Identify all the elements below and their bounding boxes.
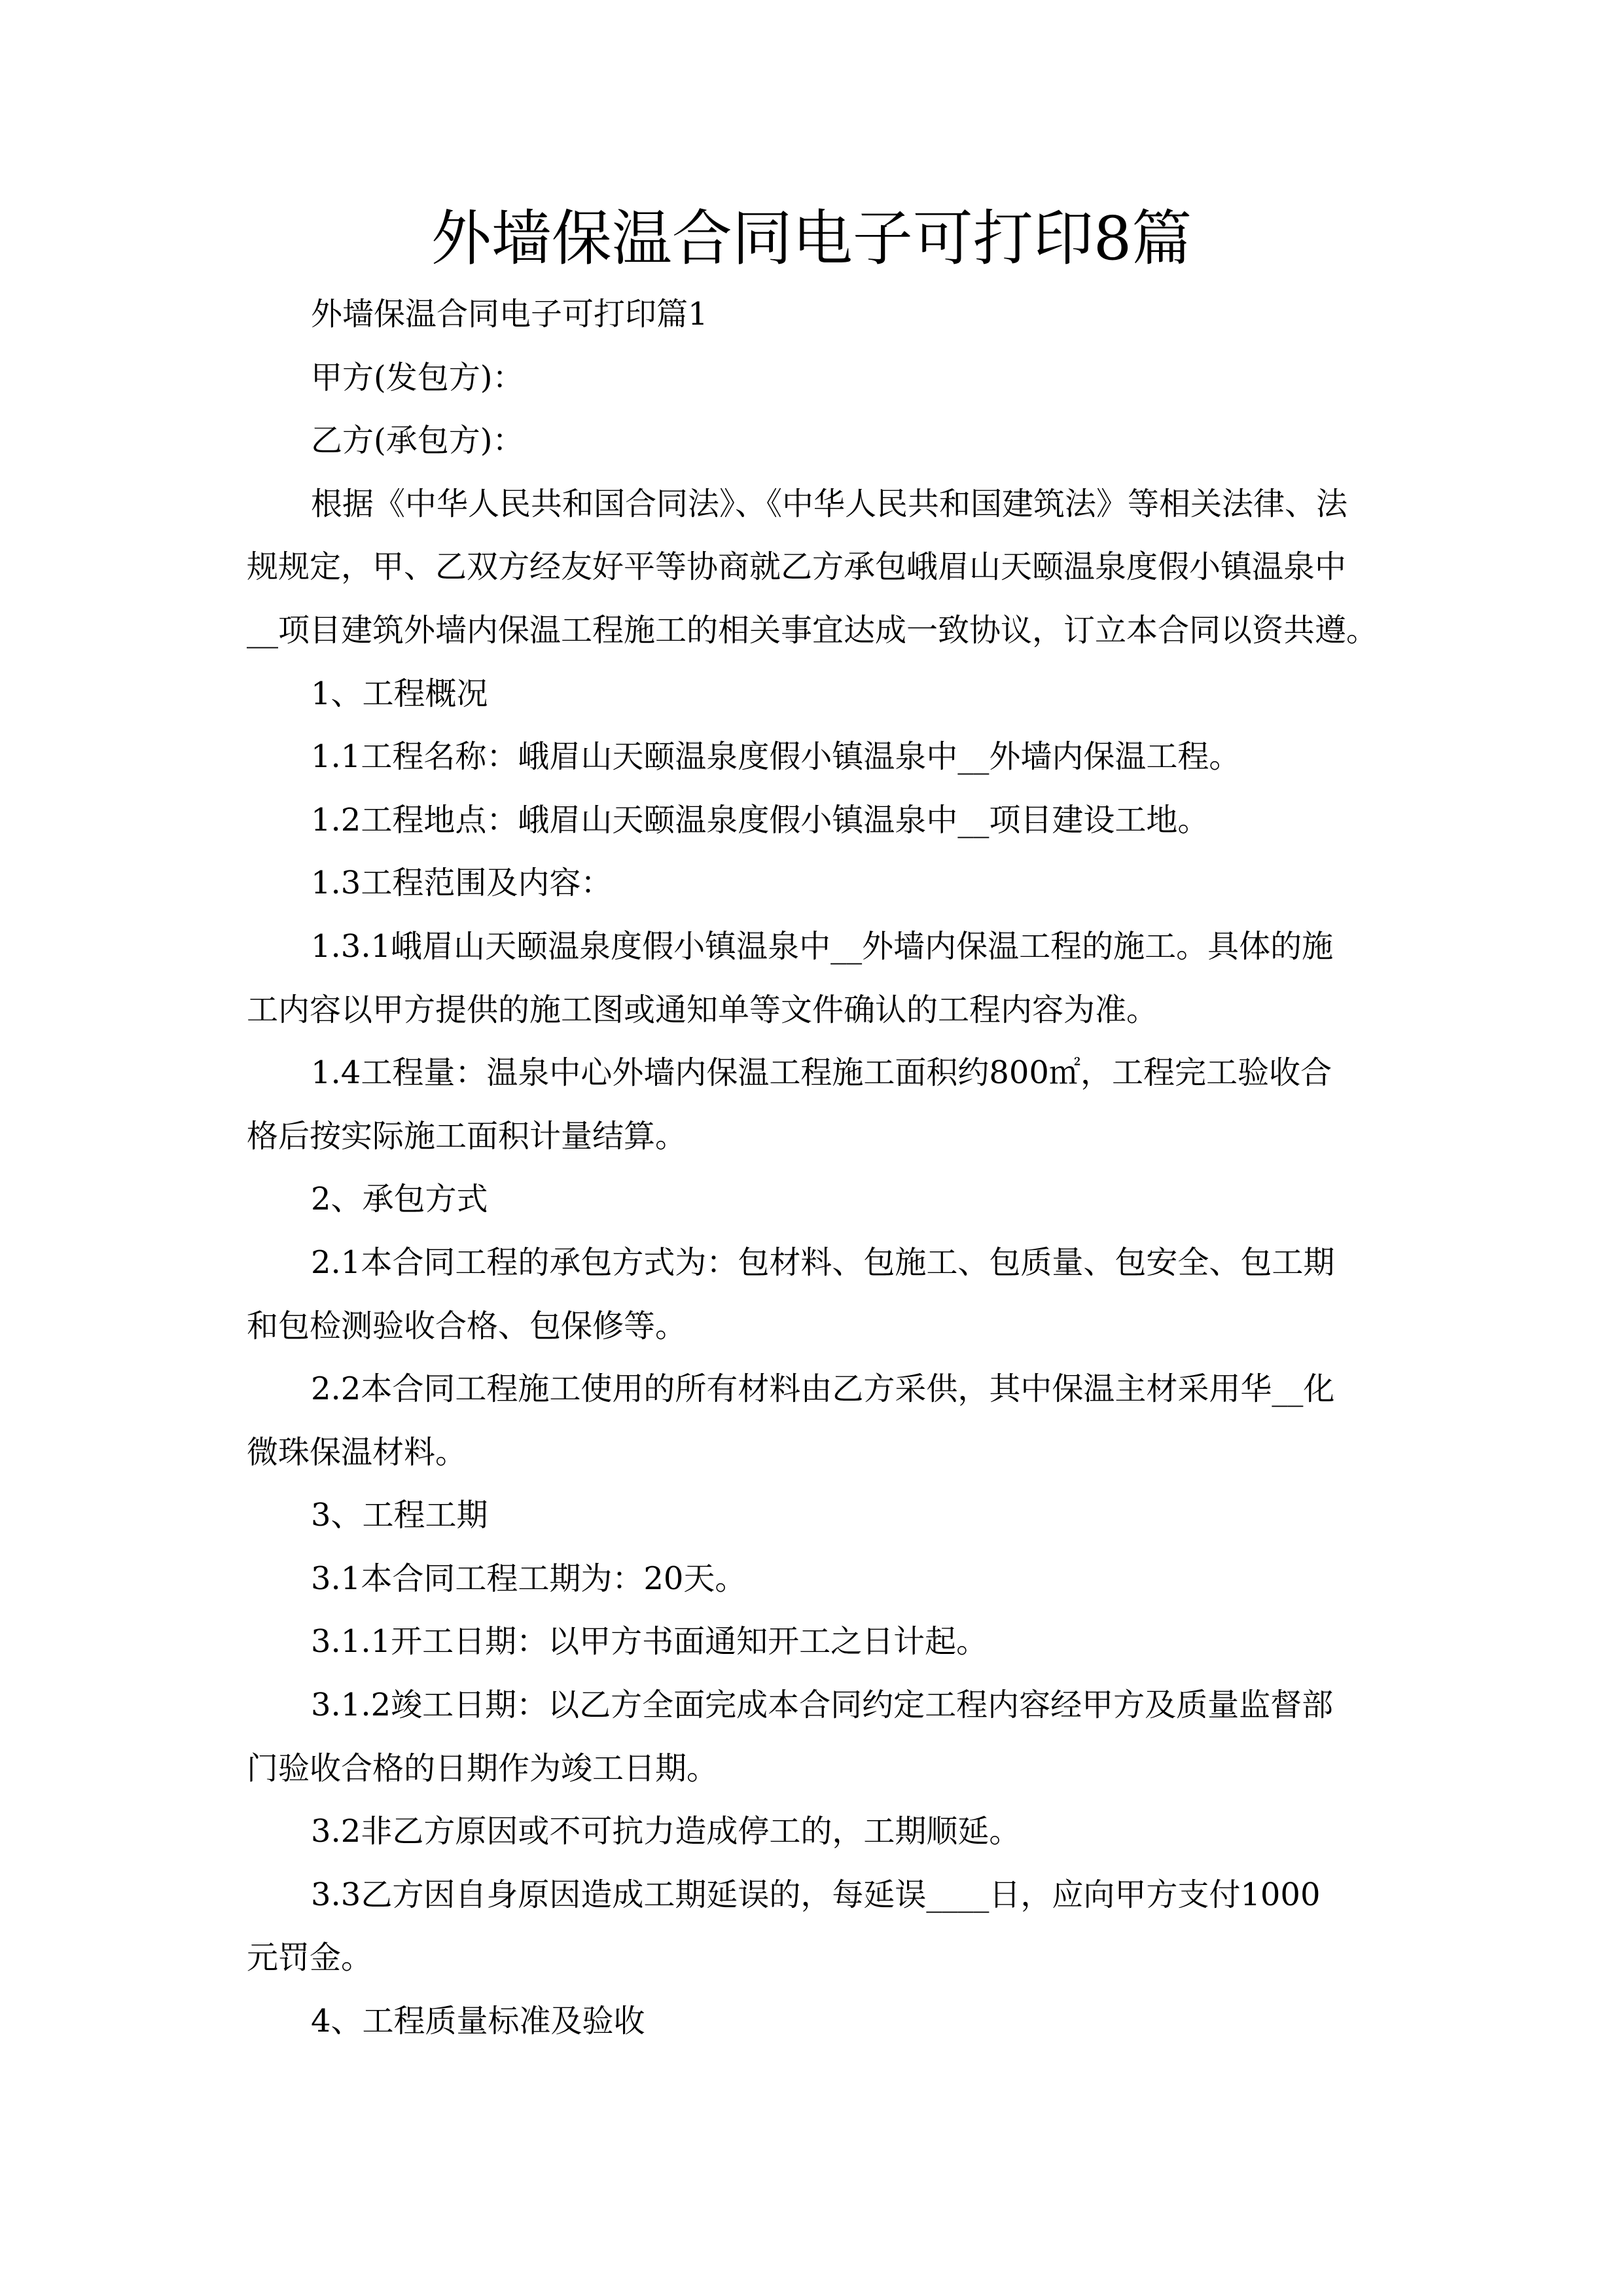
clause-2-2 — [247, 1357, 1385, 1484]
section-heading-1 — [247, 662, 1385, 726]
document-body — [247, 283, 1385, 2053]
text-line: 3.3乙方因自身原因造成工期延误的，每延误____日，应向甲方支付1000 — [311, 1876, 1321, 1913]
section-subtitle — [247, 283, 1385, 346]
text-line: 规规定，甲、乙双方经友好平等协商就乙方承包峨眉山天颐温泉度假小镇温泉中 — [247, 548, 1347, 586]
clause-1-3-1 — [247, 915, 1385, 1041]
text-line: 2.1本合同工程的承包方式为：包材料、包施工、包质量、包安全、包工期 — [311, 1244, 1335, 1281]
text-line: 甲方(发包方)： — [311, 359, 524, 396]
clause-3-3 — [247, 1863, 1385, 1990]
text-line: 外墙保温合同电子可打印篇1 — [311, 296, 708, 332]
clause-2-1 — [247, 1231, 1385, 1357]
clause-3-2 — [247, 1800, 1385, 1863]
text-line: 3、工程工期 — [311, 1497, 488, 1534]
section-heading-2 — [247, 1168, 1385, 1231]
clause-1-1 — [247, 725, 1385, 789]
clause-1-2 — [247, 789, 1385, 852]
text-line: 工内容以甲方提供的施工图或通知单等文件确认的工程内容为准。 — [247, 991, 1158, 1028]
text-line: 3.1.1开工日期：以甲方书面通知开工之日计起。 — [311, 1623, 988, 1660]
text-line: 门验收合格的日期作为竣工日期。 — [247, 1749, 719, 1787]
clause-1-3 — [247, 852, 1385, 915]
text-line: 根据《中华人民共和国合同法》、《中华人民共和国建筑法》等相关法律、法 — [311, 485, 1348, 522]
text-line: 1.4工程量：温泉中心外墙内保温工程施工面积约800㎡，工程完工验收合 — [311, 1054, 1332, 1092]
party-b-field — [247, 409, 1385, 473]
text-line: 1、工程概况 — [311, 675, 488, 712]
preamble-paragraph — [247, 473, 1385, 662]
document-title: 外墙保温合同电子可打印8篇 — [431, 204, 1192, 274]
text-line: __项目建筑外墙内保温工程施工的相关事宜达成一致协议，订立本合同以资共遵。 — [247, 611, 1378, 649]
section-heading-3 — [247, 1484, 1385, 1547]
clause-3-1-1 — [247, 1610, 1385, 1674]
clause-1-4 — [247, 1041, 1385, 1168]
text-line: 2.2本合同工程施工使用的所有材料由乙方采供，其中保温主材采用华__化 — [311, 1371, 1335, 1408]
text-line: 微珠保温材料。 — [247, 1433, 467, 1471]
text-line: 1.2工程地点：峨眉山天颐温泉度假小镇温泉中__项目建设工地。 — [311, 801, 1209, 838]
text-line: 乙方(承包方)： — [311, 422, 524, 459]
text-line: 和包检测验收合格、包保修等。 — [247, 1307, 687, 1344]
text-line: 3.1.2竣工日期：以乙方全面完成本合同约定工程内容经甲方及质量监督部 — [311, 1687, 1334, 1724]
text-line: 格后按实际施工面积计量结算。 — [247, 1117, 687, 1155]
clause-3-1 — [247, 1547, 1385, 1611]
text-line: 3.1本合同工程工期为：20天。 — [311, 1560, 747, 1597]
text-line: 1.3工程范围及内容： — [311, 865, 613, 902]
text-line: 元罚金。 — [247, 1939, 373, 1977]
party-a-field — [247, 346, 1385, 410]
text-line: 1.3.1峨眉山天颐温泉度假小镇温泉中__外墙内保温工程的施工。具体的施 — [311, 927, 1334, 965]
clause-3-1-2 — [247, 1674, 1385, 1800]
text-line: 3.2非乙方原因或不可抗力造成停工的，工期顺延。 — [311, 1813, 1021, 1850]
text-line: 2、承包方式 — [311, 1181, 488, 1218]
text-line: 1.1工程名称：峨眉山天颐温泉度假小镇温泉中__外墙内保温工程。 — [311, 738, 1241, 776]
text-line: 4、工程质量标准及验收 — [311, 2003, 645, 2040]
section-heading-4 — [247, 1990, 1385, 2053]
